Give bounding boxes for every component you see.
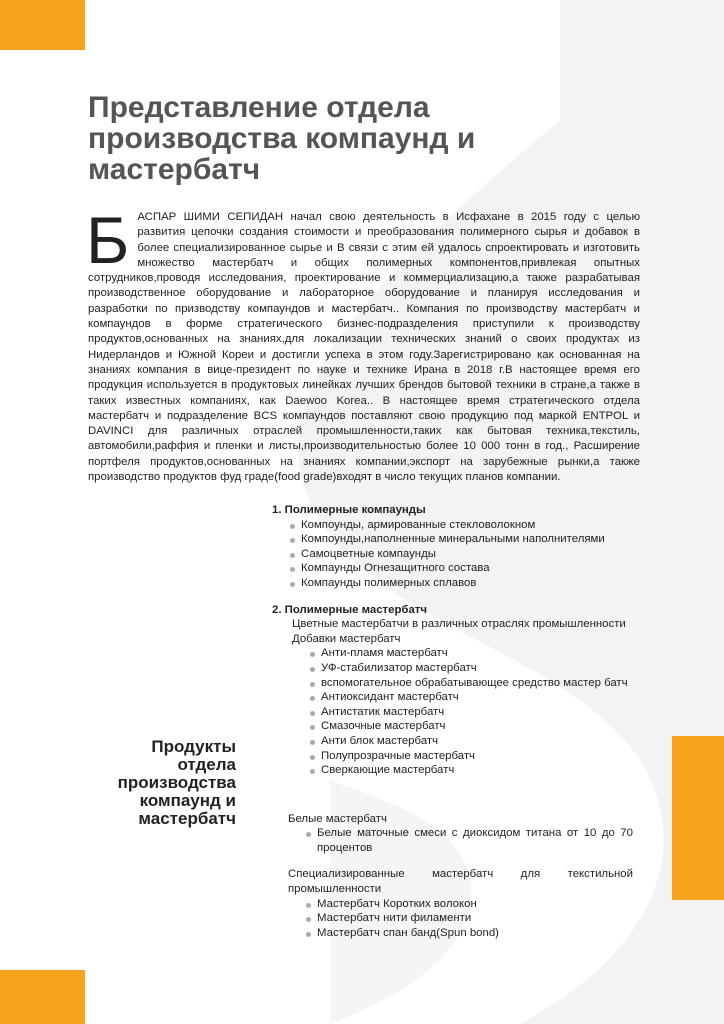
list-item: Мастербатч Коротких волокон [304,897,633,912]
orange-corner-top [0,0,85,50]
list-item: Сверкающие мастербатч [308,763,642,778]
list-item: Анти блок мастербатч [308,734,642,749]
product-lists [272,503,642,940]
side-heading: Продукты отдела производства компаунд и мастербатч [117,737,236,828]
textile-list [288,897,633,941]
list-item: Компаунды Огнезащитного состава [288,561,642,576]
page-title: Представление отдела производства компаунд и мастербатч [88,91,476,186]
orange-corner-bottom [0,970,85,1024]
color-masterbatch-line: Цветные мастербатчи в различных отраслях промышленности [292,618,626,631]
section1-heading: 1. Полимерные компаунды [272,504,426,516]
list-item: Анти-пламя мастербатч [308,646,642,661]
white-list [288,826,633,855]
drop-cap: Б [86,203,130,277]
list-item: Антиоксидант мастербатч [308,690,642,705]
list-item: Смазочные мастербатч [308,719,642,734]
section1-list [272,518,642,591]
list-item: Белые маточные смеси с диоксидом титана от 10 до 70 процентов [304,826,633,855]
list-item: вспомогательное обрабатывающее средство мастер батч [308,676,642,691]
intro-paragraph [86,203,640,485]
list-item: Мастербатч нити филаменти [304,911,633,926]
list-item: Мастербатч спан банд(Spun bond) [304,926,633,941]
list-item: Самоцветные компаунды [288,547,642,562]
list-item: Компоунды,наполненные минеральными наполнителями [288,532,642,547]
list-item: Полупрозрачные мастербатч [308,749,642,764]
list-item: Антистатик мастербатч [308,705,642,720]
list-item: Компаунды полимерных сплавов [288,576,642,591]
list-item: Компоунды, армированные стекловолокном [288,518,642,533]
white-masterbatch-label: Белые мастербатч [288,812,387,825]
additives-list [292,646,642,777]
additives-label: Добавки мастербатч [292,632,401,645]
textile-masterbatch-label: Специализированные мастербатч для текстильной промышленности [288,868,633,896]
orange-side-tab [672,736,724,900]
intro-text: АСПАР ШИМИ СЕПИДАН начал свою деятельность в Исфахане в 2015 году с целью развития цепочки создания стоимости и преобразования полимерного сырья и добавок в более специализированное сырье и В связи с этим ей удалось спроектировать и изготовить множество мастербатч и общих полимерных компонентов,привлекая опытных сотрудников,проводя исследования, проектирование и коммерциализацию,а также разрабатывая производственное оборудование и лабораторное оборудование и планируя исследования и разработки по призводству компаундов и мастербатч.. Компания по производству мастербатч и компаундов в форме стратегического бизнес-подразделения приступили к производству продуктов,основанных на знаниях,для локализации технических знаний о своих продуктах из Нидерландов и Южной Кореи и достигли успеха в этом году.Зарегистрировано как основанная на знаниях компания в вице-президент по науке и технике Ирана в 2018 г.В настоящее время его продукция используется в продуктовых линейках лучших брендов бытовой техники в стране,а также в таких известных компаниях, как Daewoo Korea.. В настоящее время стратегического отдела мастербатч и подразделение BCS компаундов поставляют свою продукцию под маркой ENTPOL и DAVINCI для различных отраслей промышленности,таких как бытовая техника,текстиль, автомобили,раффия и пленки и листы,производительностью более 10 000 тонн в год., Расширение портфеля продуктов,основанных на знаниях компании,экспорт на зарубежные рынки,а также производство продуктов фуд граде(food grade)входят в число текущих планов компании. [88,211,640,484]
section2-heading: 2. Полимерные мастербатч [272,603,427,616]
list-item: УФ-стабилизатор мастербатч [308,661,642,676]
